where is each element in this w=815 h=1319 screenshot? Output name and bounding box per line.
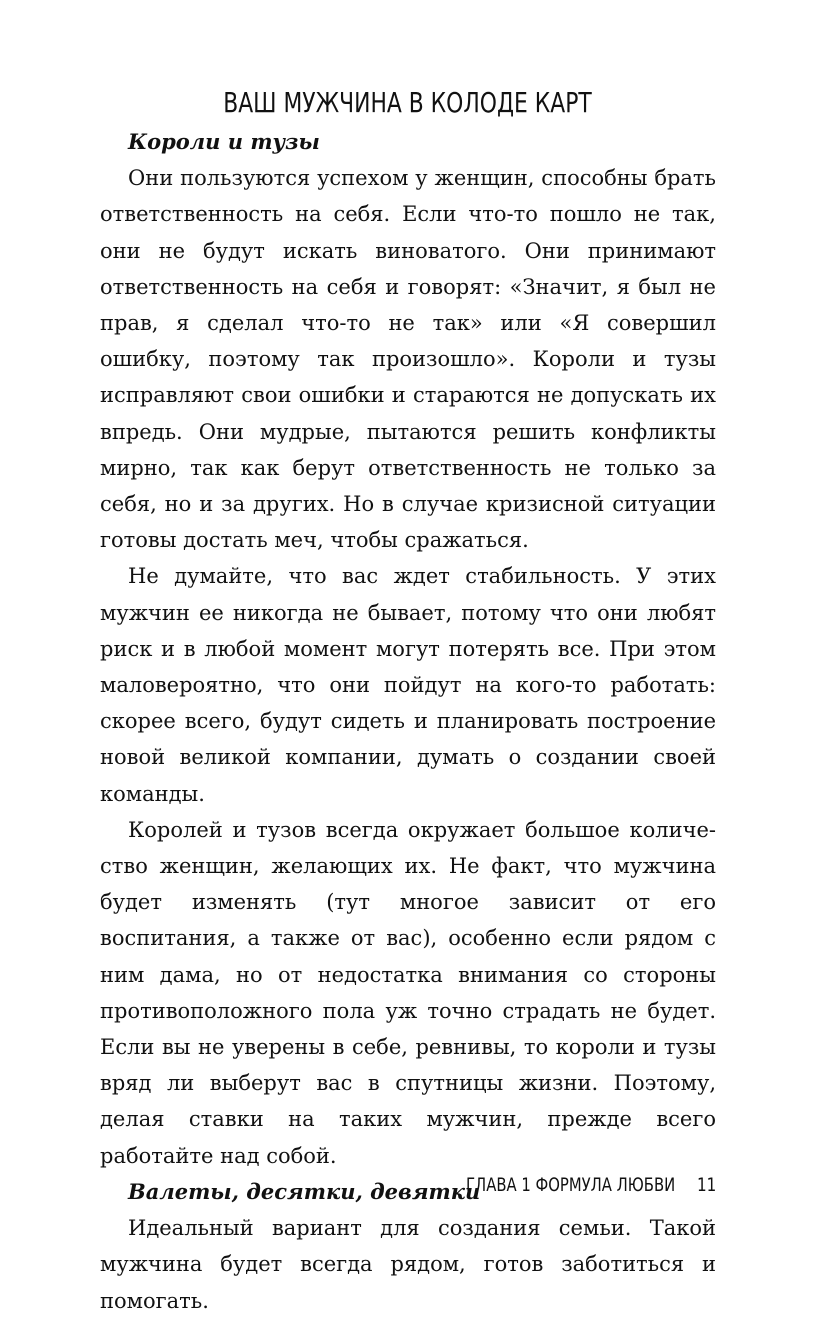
page-footer xyxy=(0,1174,815,1204)
paragraph: Они пользуются успехом у женщин, способны брать ответственность на себя. Если что-то пошло не так, они не будут искать виноватого. Они принимают ответственность на себя и говорят: «Значит, я был не прав, я сделал что-то не так» или «Я совершил ошибку, поэтому так произошло». Короли и тузы исправляют свои ошибки и стараются не допускать их впредь. Они мудрые, пытаются решить конфликты мирно, так как берут ответственность не только за себя, но и за других. Но в случае кризисной ситуации готовы достать меч, чтобы сражаться. xyxy=(100,166,716,553)
running-title: ВАШ МУЖЧИНА В КОЛОДЕ КАРТ xyxy=(223,86,592,119)
page-body xyxy=(100,124,716,1319)
footer-chapter-title: ГЛАВА 1 ФОРМУЛА ЛЮБВИ xyxy=(465,1174,675,1196)
paragraph: Королей и тузов всегда окружает большое количество женщин, желающих их. Не факт, что мужчина будет изменять (тут многое зависит от его воспитания, а также от вас), особенно если рядом с ним дама, но от недостатка внимания со стороны противоположного пола уж точно страдать не будет. Если вы не уверены в себе, ревнивы, то короли и тузы вряд ли выберут вас в спутницы жизни. Поэтому, делая ставки на таких мужчин, прежде всего работайте над собой. xyxy=(100,817,716,1168)
section-heading-jacks-tens-nines: Валеты, десятки, девятки xyxy=(128,1178,481,1204)
paragraph: Не думайте, что вас ждет стабильность. У этих мужчин ее никогда не бывает, потому что они любят риск и в любой момент могут потерять все. При этом маловероятно, что они пойдут на кого-то работать: скорее всего, будут сидеть и планировать построение новой великой компании, думать о создании своей команды. xyxy=(100,564,716,806)
paragraph: Идеальный вариант для создания семьи. Такой мужчина будет всегда рядом, готов заботиться и помогать. xyxy=(100,1216,716,1313)
page-number: 11 xyxy=(697,1174,717,1196)
section-heading-kings-aces: Короли и тузы xyxy=(128,129,320,154)
